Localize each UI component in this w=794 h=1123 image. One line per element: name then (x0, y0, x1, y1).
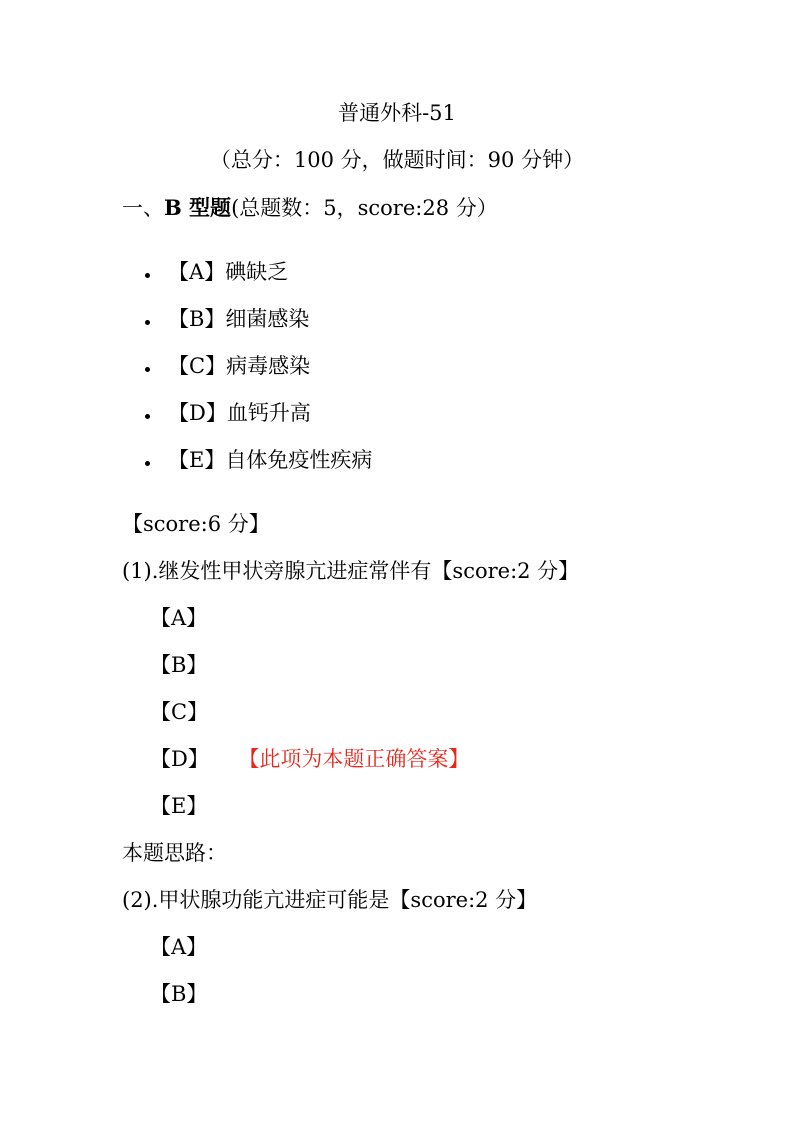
section-prefix: 一、 (122, 196, 164, 220)
bullet-icon (145, 273, 150, 278)
option-item: 【D】血钙升高 (168, 401, 311, 425)
choice-e: 【E】 (150, 794, 208, 818)
option-item: 【E】自体免疫性疾病 (168, 448, 373, 472)
choice-a: 【A】 (150, 606, 208, 630)
bullet-icon (145, 414, 150, 419)
document-subtitle: （总分：100 分，做题时间：90 分钟） (209, 148, 585, 172)
question-stem: (2).甲状腺功能亢进症可能是【score:2 分】 (122, 888, 538, 912)
section-meta: (总题数：5，score:28 分） (231, 196, 498, 220)
bullet-icon (145, 320, 150, 325)
bullet-icon (145, 461, 150, 466)
section-heading (122, 197, 498, 219)
bullet-icon (145, 367, 150, 372)
correct-answer-marker: 【此项为本题正确答案】 (248, 747, 470, 771)
option-item: 【A】碘缺乏 (168, 260, 289, 284)
document-title: 普通外科-51 (338, 101, 456, 125)
choice-d-label: 【D】 (150, 747, 209, 771)
option-item: 【B】细菌感染 (168, 307, 310, 331)
choice-a: 【A】 (150, 935, 208, 959)
group-score: 【score:6 分】 (122, 512, 270, 536)
choice-d (150, 749, 469, 770)
choice-b: 【B】 (150, 982, 208, 1006)
section-type-label: B 型题 (164, 195, 232, 220)
analysis-label: 本题思路： (122, 841, 227, 865)
choice-c: 【C】 (150, 700, 209, 724)
question-stem: (1).继发性甲状旁腺亢进症常伴有【score:2 分】 (122, 559, 580, 583)
choice-b: 【B】 (150, 653, 208, 677)
option-item: 【C】病毒感染 (168, 354, 311, 378)
